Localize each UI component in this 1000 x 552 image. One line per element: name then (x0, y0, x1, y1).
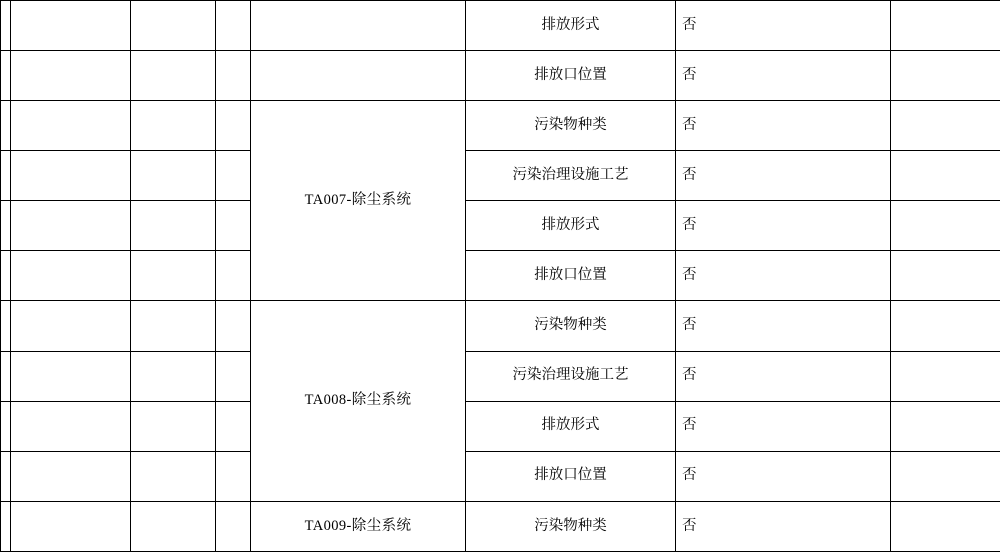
system-cell-ta009: TA009-除尘系统 (251, 501, 466, 551)
remark-cell (891, 1, 1000, 51)
index-cell-continued (216, 501, 251, 551)
index-cell-continued (216, 351, 251, 401)
spacer-cell-left (1, 351, 11, 401)
spacer-cell-left (1, 251, 11, 301)
item-cell: 排放口位置 (466, 251, 676, 301)
index-cell-continued (216, 51, 251, 101)
value-cell: 否 (676, 301, 891, 351)
system-cell-ta008: TA008-除尘系统 (251, 301, 466, 501)
spacer-cell-left (1, 501, 11, 551)
table-row (1, 501, 1000, 551)
index-cell-continued (216, 1, 251, 51)
spacer-cell-left (1, 201, 11, 251)
index-cell-continued (216, 251, 251, 301)
subcategory-cell-continued (131, 51, 216, 101)
subcategory-cell-continued (131, 1, 216, 51)
subcategory-cell-continued (131, 151, 216, 201)
category-cell-continued (11, 1, 131, 51)
category-cell-continued (11, 351, 131, 401)
subcategory-cell-continued (131, 251, 216, 301)
table-row (1, 401, 1000, 451)
spacer-cell-left (1, 51, 11, 101)
index-cell-continued (216, 451, 251, 501)
subcategory-cell-continued (131, 101, 216, 151)
item-cell: 排放口位置 (466, 51, 676, 101)
value-cell: 否 (676, 401, 891, 451)
index-cell-continued (216, 401, 251, 451)
category-cell-continued (11, 51, 131, 101)
item-cell: 排放形式 (466, 201, 676, 251)
subcategory-cell-continued (131, 201, 216, 251)
subcategory-cell-continued (131, 501, 216, 551)
index-cell-continued (216, 101, 251, 151)
value-cell: 否 (676, 201, 891, 251)
index-cell-continued (216, 201, 251, 251)
item-cell: 排放形式 (466, 1, 676, 51)
remark-cell (891, 451, 1000, 501)
system-cell-continued (251, 1, 466, 51)
spacer-cell-left (1, 151, 11, 201)
system-cell-continued (251, 51, 466, 101)
value-cell: 否 (676, 251, 891, 301)
remark-cell (891, 401, 1000, 451)
subcategory-cell-continued (131, 451, 216, 501)
category-cell-continued (11, 151, 131, 201)
item-cell: 污染物种类 (466, 501, 676, 551)
remark-cell (891, 251, 1000, 301)
item-cell: 污染物种类 (466, 101, 676, 151)
remark-cell (891, 201, 1000, 251)
spacer-cell-left (1, 301, 11, 351)
spacer-cell-left (1, 101, 11, 151)
value-cell: 否 (676, 51, 891, 101)
subcategory-cell-continued (131, 301, 216, 351)
spacer-cell-left (1, 1, 11, 51)
item-cell: 排放形式 (466, 401, 676, 451)
subcategory-cell-continued (131, 351, 216, 401)
remark-cell (891, 101, 1000, 151)
category-cell-continued (11, 401, 131, 451)
category-cell-continued (11, 501, 131, 551)
value-cell: 否 (676, 101, 891, 151)
table-row (1, 151, 1000, 201)
remark-cell (891, 351, 1000, 401)
system-cell-ta007: TA007-除尘系统 (251, 101, 466, 301)
item-cell: 污染治理设施工艺 (466, 151, 676, 201)
value-cell: 否 (676, 351, 891, 401)
item-cell: 排放口位置 (466, 451, 676, 501)
category-cell-continued (11, 201, 131, 251)
category-cell-continued (11, 301, 131, 351)
index-cell-continued (216, 151, 251, 201)
table-row (1, 301, 1000, 351)
remark-cell (891, 301, 1000, 351)
table-row (1, 201, 1000, 251)
index-cell-continued (216, 301, 251, 351)
item-cell: 污染治理设施工艺 (466, 351, 676, 401)
remark-cell (891, 51, 1000, 101)
spacer-cell-left (1, 401, 11, 451)
table-row (1, 251, 1000, 301)
remark-cell (891, 501, 1000, 551)
value-cell: 否 (676, 501, 891, 551)
value-cell: 否 (676, 451, 891, 501)
value-cell: 否 (676, 151, 891, 201)
table-row (1, 101, 1000, 151)
table-row (1, 51, 1000, 101)
category-cell-continued (11, 451, 131, 501)
spacer-cell-left (1, 451, 11, 501)
subcategory-cell-continued (131, 401, 216, 451)
table-row (1, 351, 1000, 401)
remark-cell (891, 151, 1000, 201)
item-cell: 污染物种类 (466, 301, 676, 351)
table-row (1, 1, 1000, 51)
value-cell: 否 (676, 1, 891, 51)
table-row (1, 451, 1000, 501)
category-cell-continued (11, 101, 131, 151)
category-cell-continued (11, 251, 131, 301)
